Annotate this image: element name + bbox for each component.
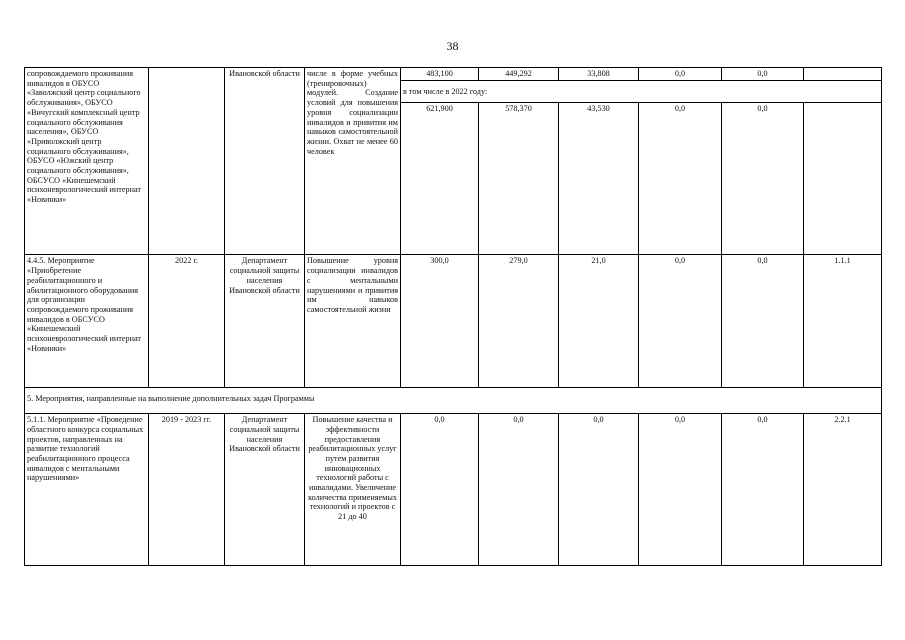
value-cell: 621,900	[401, 103, 479, 255]
value-cell: 0,0	[559, 414, 639, 566]
value-cell: 0,0	[722, 103, 804, 255]
period-cell: 2019 - 2023 гг.	[149, 414, 225, 566]
indicator-cell: 1.1.1	[804, 255, 882, 388]
executor-cell: Департамент социальной защиты населения Ивановской области	[225, 255, 305, 388]
table-row	[25, 68, 882, 81]
year-note-cell: в том числе в 2022 году:	[401, 80, 882, 103]
result-cell: Повышение уровня социализации инвалидов с ментальными нарушениями и привития им навыков самостоятельной жизни	[305, 255, 401, 388]
result-cell: числе в форме учебных (тренировочных) модулей. Создание условий для повышения уровня социализации инвалидов и привития им навыков самостоятельной жизни. Охват не менее 60 человек	[305, 68, 401, 255]
executor-cell: Ивановской области	[225, 68, 305, 255]
value-cell: 483,100	[401, 68, 479, 81]
page-number: 38	[446, 39, 459, 53]
program-table	[24, 67, 882, 566]
section-row	[25, 388, 882, 414]
period-cell: 2022 г.	[149, 255, 225, 388]
period-cell	[149, 68, 225, 255]
table-row	[25, 255, 882, 388]
result-cell: Повышение качества и эффективности предоставления реабилитационных услуг путем развития инновационных технологий работы с инвалидами. Увеличение количества применяемых технологий и проектов с 21 до 40	[305, 414, 401, 566]
value-cell: 300,0	[401, 255, 479, 388]
value-cell: 0,0	[401, 414, 479, 566]
value-cell: 0,0	[639, 68, 722, 81]
value-cell: 449,292	[479, 68, 559, 81]
indicator-cell: 2.2.1	[804, 414, 882, 566]
value-cell: 0,0	[639, 414, 722, 566]
value-cell: 0,0	[479, 414, 559, 566]
measure-name-cell: сопровождаемого проживания инвалидов в ОБУСО «Заволжский центр социального обслуживания», ОБУСО «Вичугский комплексный центр социального обслуживания населения», ОБУСО «Приволжский центр социального обслуживания», ОБУСО «Южский центр социального обслуживания», ОБСУСО «Кинешемский психоневрологический интернат «Новинки»	[25, 68, 149, 255]
value-cell: 0,0	[722, 414, 804, 566]
value-cell: 279,0	[479, 255, 559, 388]
value-cell: 33,808	[559, 68, 639, 81]
value-cell: 0,0	[639, 255, 722, 388]
value-cell: 21,0	[559, 255, 639, 388]
value-cell: 0,0	[639, 103, 722, 255]
value-cell: 43,530	[559, 103, 639, 255]
section-title: 5. Мероприятия, направленные на выполнение дополнительных задач Программы	[25, 388, 882, 414]
executor-cell: Департамент социальной защиты населения Ивановской области	[225, 414, 305, 566]
table-row	[25, 414, 882, 566]
value-cell: 578,370	[479, 103, 559, 255]
indicator-cell	[804, 103, 882, 255]
value-cell: 0,0	[722, 68, 804, 81]
indicator-cell	[804, 68, 882, 81]
measure-name-cell: 5.1.1. Мероприятие «Проведение областного конкурса социальных проектов, направленных на развитие технологий реабилитационного процесса инвалидов с ментальными нарушениями»	[25, 414, 149, 566]
value-cell: 0,0	[722, 255, 804, 388]
measure-name-cell: 4.4.5. Мероприятие «Приобретение реабилитационного и абилитационного оборудования для организации сопровождаемого проживания инвалидов в ОБСУСО «Кинешемский психоневрологический интернат «Новинки»	[25, 255, 149, 388]
